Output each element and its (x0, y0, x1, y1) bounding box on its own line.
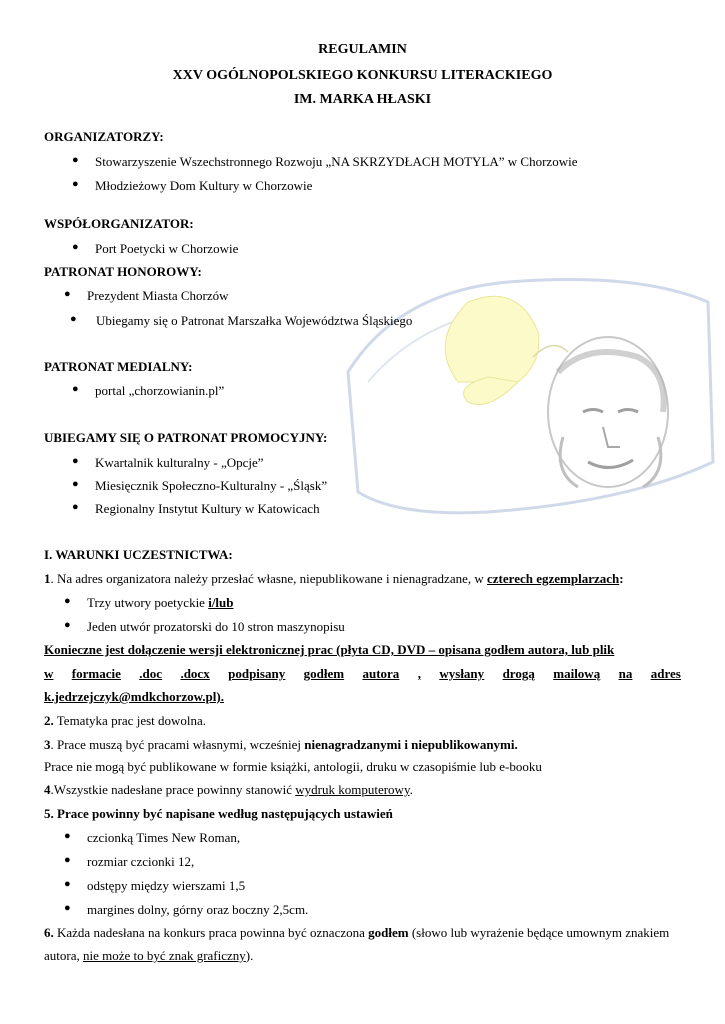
word: na (618, 666, 633, 681)
bullet-icon: ● (72, 241, 79, 253)
condition-2-number: 2. (44, 713, 54, 728)
bullet-icon: ● (72, 154, 79, 166)
bullet-icon: ● (70, 313, 77, 325)
butterfly-portrait-watermark (338, 262, 718, 532)
format-item: czcionką Times New Roman, (87, 830, 241, 845)
media-heading: PATRONAT MEDIALNY: (44, 359, 193, 374)
word: autora (362, 666, 400, 681)
condition-6-line-2a: autora, (44, 948, 83, 963)
condition-2 (44, 713, 206, 729)
organizers-heading: ORGANIZATORZY: (44, 129, 164, 144)
bullet-icon: ● (64, 854, 71, 866)
condition-5: 5. Prace powinny być napisane według następujących ustawień (44, 806, 393, 821)
honorary-item: Prezydent Miasta Chorzów (87, 288, 229, 303)
promo-item: Regionalny Instytut Kultury w Katowicach (95, 501, 320, 516)
organizer-item: Stowarzyszenie Wszechstronnego Rozwoju „NA SKRZYDŁACH MOTYLA” w Chorzowie (95, 154, 578, 169)
word: w (44, 666, 54, 681)
bullet-icon: ● (64, 902, 71, 914)
word: adres (650, 666, 681, 681)
title-line-2: XXV OGÓLNOPOLSKIEGO KONKURSU LITERACKIEGO (172, 68, 553, 83)
condition-1-item-bold: i/lub (208, 595, 234, 610)
condition-3-extra: Prace nie mogą być publikowane w formie książki, antologii, druku w czasopiśmie lub e-booku (44, 759, 542, 774)
condition-1-bold: czterech egzemplarzach (487, 571, 620, 586)
word: podpisany (228, 666, 286, 681)
condition-3-number: 3 (44, 737, 51, 752)
bullet-icon: ● (72, 383, 79, 395)
condition-6-bold: godłem (368, 925, 409, 940)
condition-1-item (87, 595, 234, 611)
title-line-3: IM. MARKA HŁASKI (293, 92, 432, 107)
bullet-icon: ● (64, 619, 71, 631)
condition-3-text: . Prace muszą być pracami własnymi, wcześniej (50, 737, 305, 752)
condition-3-bold: nienagradzanymi i niepublikowanymi. (304, 737, 518, 752)
coorganizer-item: Port Poetycki w Chorzowie (95, 241, 239, 256)
condition-1-number: 1 (44, 571, 51, 586)
word: godłem (303, 666, 345, 681)
word: drogą (502, 666, 535, 681)
format-item: margines dolny, górny oraz boczny 2,5cm. (87, 902, 309, 917)
condition-6-underlined: nie może to być znak graficzny (82, 948, 246, 963)
honorary-item: Ubiegamy się o Patronat Marszałka Województwa Śląskiego (96, 313, 413, 328)
condition-6-text-2: (słowo lub wyrażenie będące umownym znakiem (408, 925, 670, 940)
honorary-heading: PATRONAT HONOROWY: (44, 264, 202, 279)
promo-item: Miesięcznik Społeczno-Kulturalny - „Śląsk” (95, 478, 328, 493)
condition-6 (44, 925, 669, 941)
bullet-icon: ● (72, 178, 79, 190)
format-item: rozmiar czcionki 12, (87, 854, 195, 869)
word: formacie (71, 666, 121, 681)
condition-4-underlined: wydruk komputerowy (295, 782, 410, 797)
electronic-version-line-1: Konieczne jest dołączenie wersji elektronicznej prac (płyta CD, DVD – opisana godłem autora, lub plik (44, 642, 615, 657)
word: .docx (180, 666, 210, 681)
condition-4-end: . (409, 782, 413, 797)
word: mailową (553, 666, 601, 681)
bullet-icon: ● (72, 501, 79, 513)
condition-1-end: : (619, 571, 624, 586)
conditions-heading: I. WARUNKI UCZESTNICTWA: (44, 547, 233, 562)
condition-4 (44, 782, 413, 798)
bullet-icon: ● (72, 478, 79, 490)
word: .doc (139, 666, 163, 681)
condition-4-text: .Wszystkie nadesłane prace powinny stanowić (50, 782, 296, 797)
word: , (417, 666, 421, 681)
title-line-1: REGULAMIN (318, 42, 407, 57)
bullet-icon: ● (72, 455, 79, 467)
condition-1 (44, 571, 624, 587)
condition-6-text: Każda nadesłana na konkurs praca powinna być oznaczona (53, 925, 369, 940)
promo-heading: UBIEGAMY SIĘ O PATRONAT PROMOCYJNY: (44, 430, 328, 445)
format-item: odstępy między wierszami 1,5 (87, 878, 246, 893)
condition-3 (44, 737, 518, 753)
condition-4-number: 4 (44, 782, 51, 797)
bullet-icon: ● (64, 878, 71, 890)
bullet-icon: ● (64, 830, 71, 842)
bullet-icon: ● (64, 595, 71, 607)
condition-2-text: Tematyka prac jest dowolna. (53, 713, 207, 728)
condition-6-number: 6. (44, 925, 54, 940)
coorganizer-heading: WSPÓŁORGANIZATOR: (44, 216, 194, 231)
condition-6-line-2 (44, 948, 253, 964)
bullet-icon: ● (64, 288, 71, 300)
condition-1-text: . Na adres organizatora należy przesłać własne, niepublikowane i nienagradzane, w (50, 571, 488, 586)
promo-item: Kwartalnik kulturalny - „Opcje” (95, 455, 264, 470)
condition-6-line-2b: ). (245, 948, 254, 963)
organizer-item: Młodzieżowy Dom Kultury w Chorzowie (95, 178, 313, 193)
electronic-version-line-2 (44, 666, 681, 682)
media-item: portal „chorzowianin.pl” (95, 383, 225, 398)
word: wysłany (439, 666, 485, 681)
email-address-link[interactable]: k.jedrzejczyk@mdkchorzow.pl). (44, 689, 224, 704)
condition-1-item-text: Trzy utwory poetyckie (87, 595, 209, 610)
condition-1-item: Jeden utwór prozatorski do 10 stron maszynopisu (87, 619, 345, 634)
